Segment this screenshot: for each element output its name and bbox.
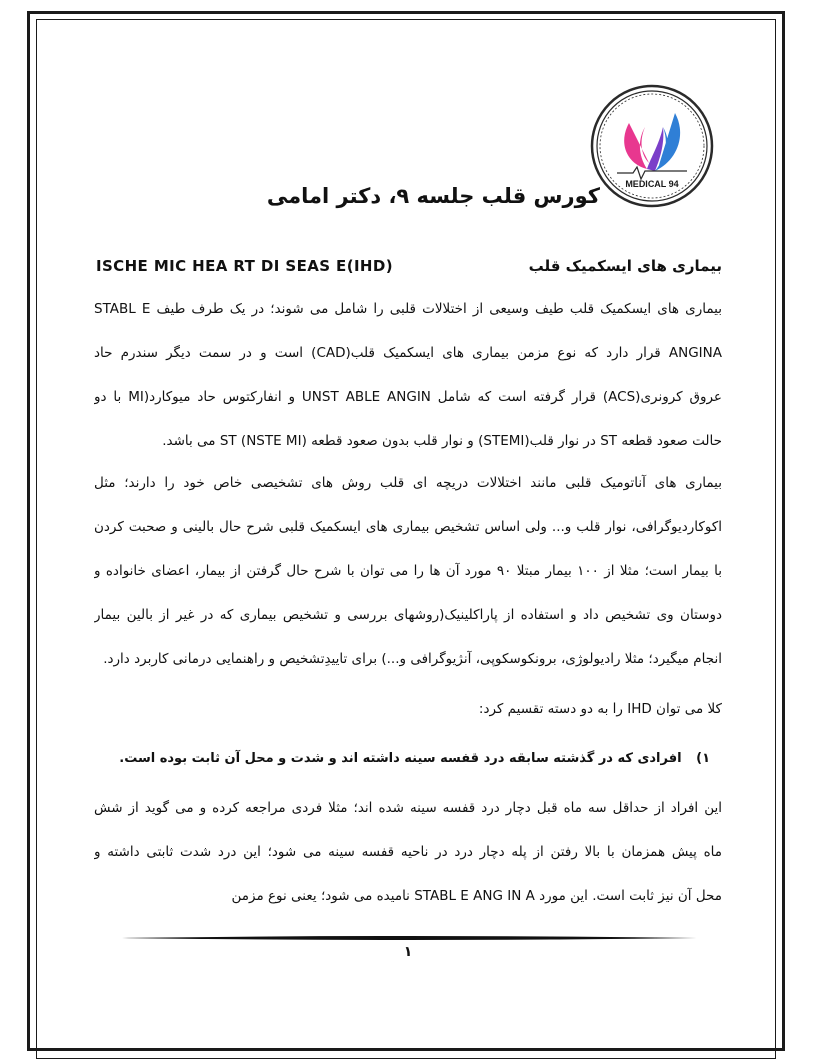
section-heading bbox=[96, 257, 722, 281]
list-item-stable-angina bbox=[119, 744, 710, 774]
paragraph-ihd-categories bbox=[94, 694, 722, 738]
footer-divider bbox=[122, 935, 697, 941]
page-title: کورس قلب جلسه ۹، دکتر امامی bbox=[266, 184, 600, 208]
paragraph-line: کلا می توان IHD را به دو دسته تقسیم کرد: bbox=[478, 701, 722, 717]
section-heading-persian: بیماری های ایسکمیک قلب bbox=[528, 257, 722, 275]
medical-94-logo bbox=[589, 83, 715, 209]
paragraph-line: ANGINA قرار دارد که نوع مزمن بیماری های ایسکمیک قلب(CAD) است و در سمت دیگر سندرم حاد bbox=[94, 345, 722, 361]
paragraph-line: با بیمار است؛ مثلا از ۱۰۰ بیمار مبتلا ۹۰ مورد آن ها را می توان با شرح حال گرفتن از بیمار، اعضای خانواده و bbox=[94, 563, 722, 579]
paragraph-line: دوستان وی تشخیص داد و استفاده از پاراکلینیک(روشهای بررسی و تشخیص بیماری که در غیر از بالین بیمار bbox=[94, 607, 722, 623]
paragraph-line: بیماری های آناتومیک قلبی مانند اختلالات دریچه ای قلب روش های تشخیصی خاص خود را دارند؛ مثل bbox=[94, 475, 722, 491]
logo-text: MEDICAL 94 bbox=[625, 179, 679, 189]
paragraph-line: عروق کرونری(ACS) قرار گرفته است که شامل UNST ABLE ANGIN و انفارکتوس حاد میوکارد(MI با دو bbox=[94, 389, 722, 405]
paragraph-diagnosis bbox=[94, 468, 722, 688]
paragraph-line: بیماری های ایسکمیک قلب طیف وسیعی از اختلالات قلبی را شامل می شوند؛ در یک طرف طیف STABL E bbox=[94, 301, 722, 317]
paragraph-stable-angina bbox=[94, 793, 722, 925]
paragraph-ihd-spectrum bbox=[94, 294, 722, 470]
paragraph-line: ماه پیش همزمان با بالا رفتن از پله دچار درد در ناحیه قفسه سینه می شود؛ این درد شدت ثابتی داشته و bbox=[94, 844, 722, 860]
list-item-text: افرادی که در گذشته سابقه درد قفسه سینه داشته اند و شدت و محل آن ثابت بوده است. bbox=[119, 751, 682, 766]
paragraph-line: انجام میگیرد؛ مثلا رادیولوژی، برونکوسکوپی، آنژیوگرافی و...) برای تاییدِتشخیص و راهنمایی درمانی کاربرد دارد. bbox=[103, 651, 722, 667]
paragraph-line: اکوکاردیوگرافی، نوار قلب و... ولی اساس تشخیص بیماری های ایسکمیک قلبی شرح حال بالینی و صحبت کردن bbox=[94, 519, 722, 535]
paragraph-line: حالت صعود قطعه ST در نوار قلب(STEMI) و نوار قلب بدون صعود قطعه ST (NSTE MI) می باشد. bbox=[162, 433, 722, 449]
section-heading-english: ISCHE MIC HEA RT DI SEAS E(IHD) bbox=[96, 257, 393, 275]
page-number: ۱ bbox=[403, 944, 413, 960]
paragraph-line: محل آن نیز ثابت است. این مورد STABL E ANG IN A نامیده می شود؛ یعنی نوع مزمن bbox=[231, 888, 722, 904]
paragraph-line: این افراد از حداقل سه ماه قبل دچار درد قفسه سینه شده اند؛ مثلا فردی مراجعه کرده و می گوید از شش bbox=[94, 800, 722, 816]
list-item-number: ۱) bbox=[696, 751, 710, 766]
